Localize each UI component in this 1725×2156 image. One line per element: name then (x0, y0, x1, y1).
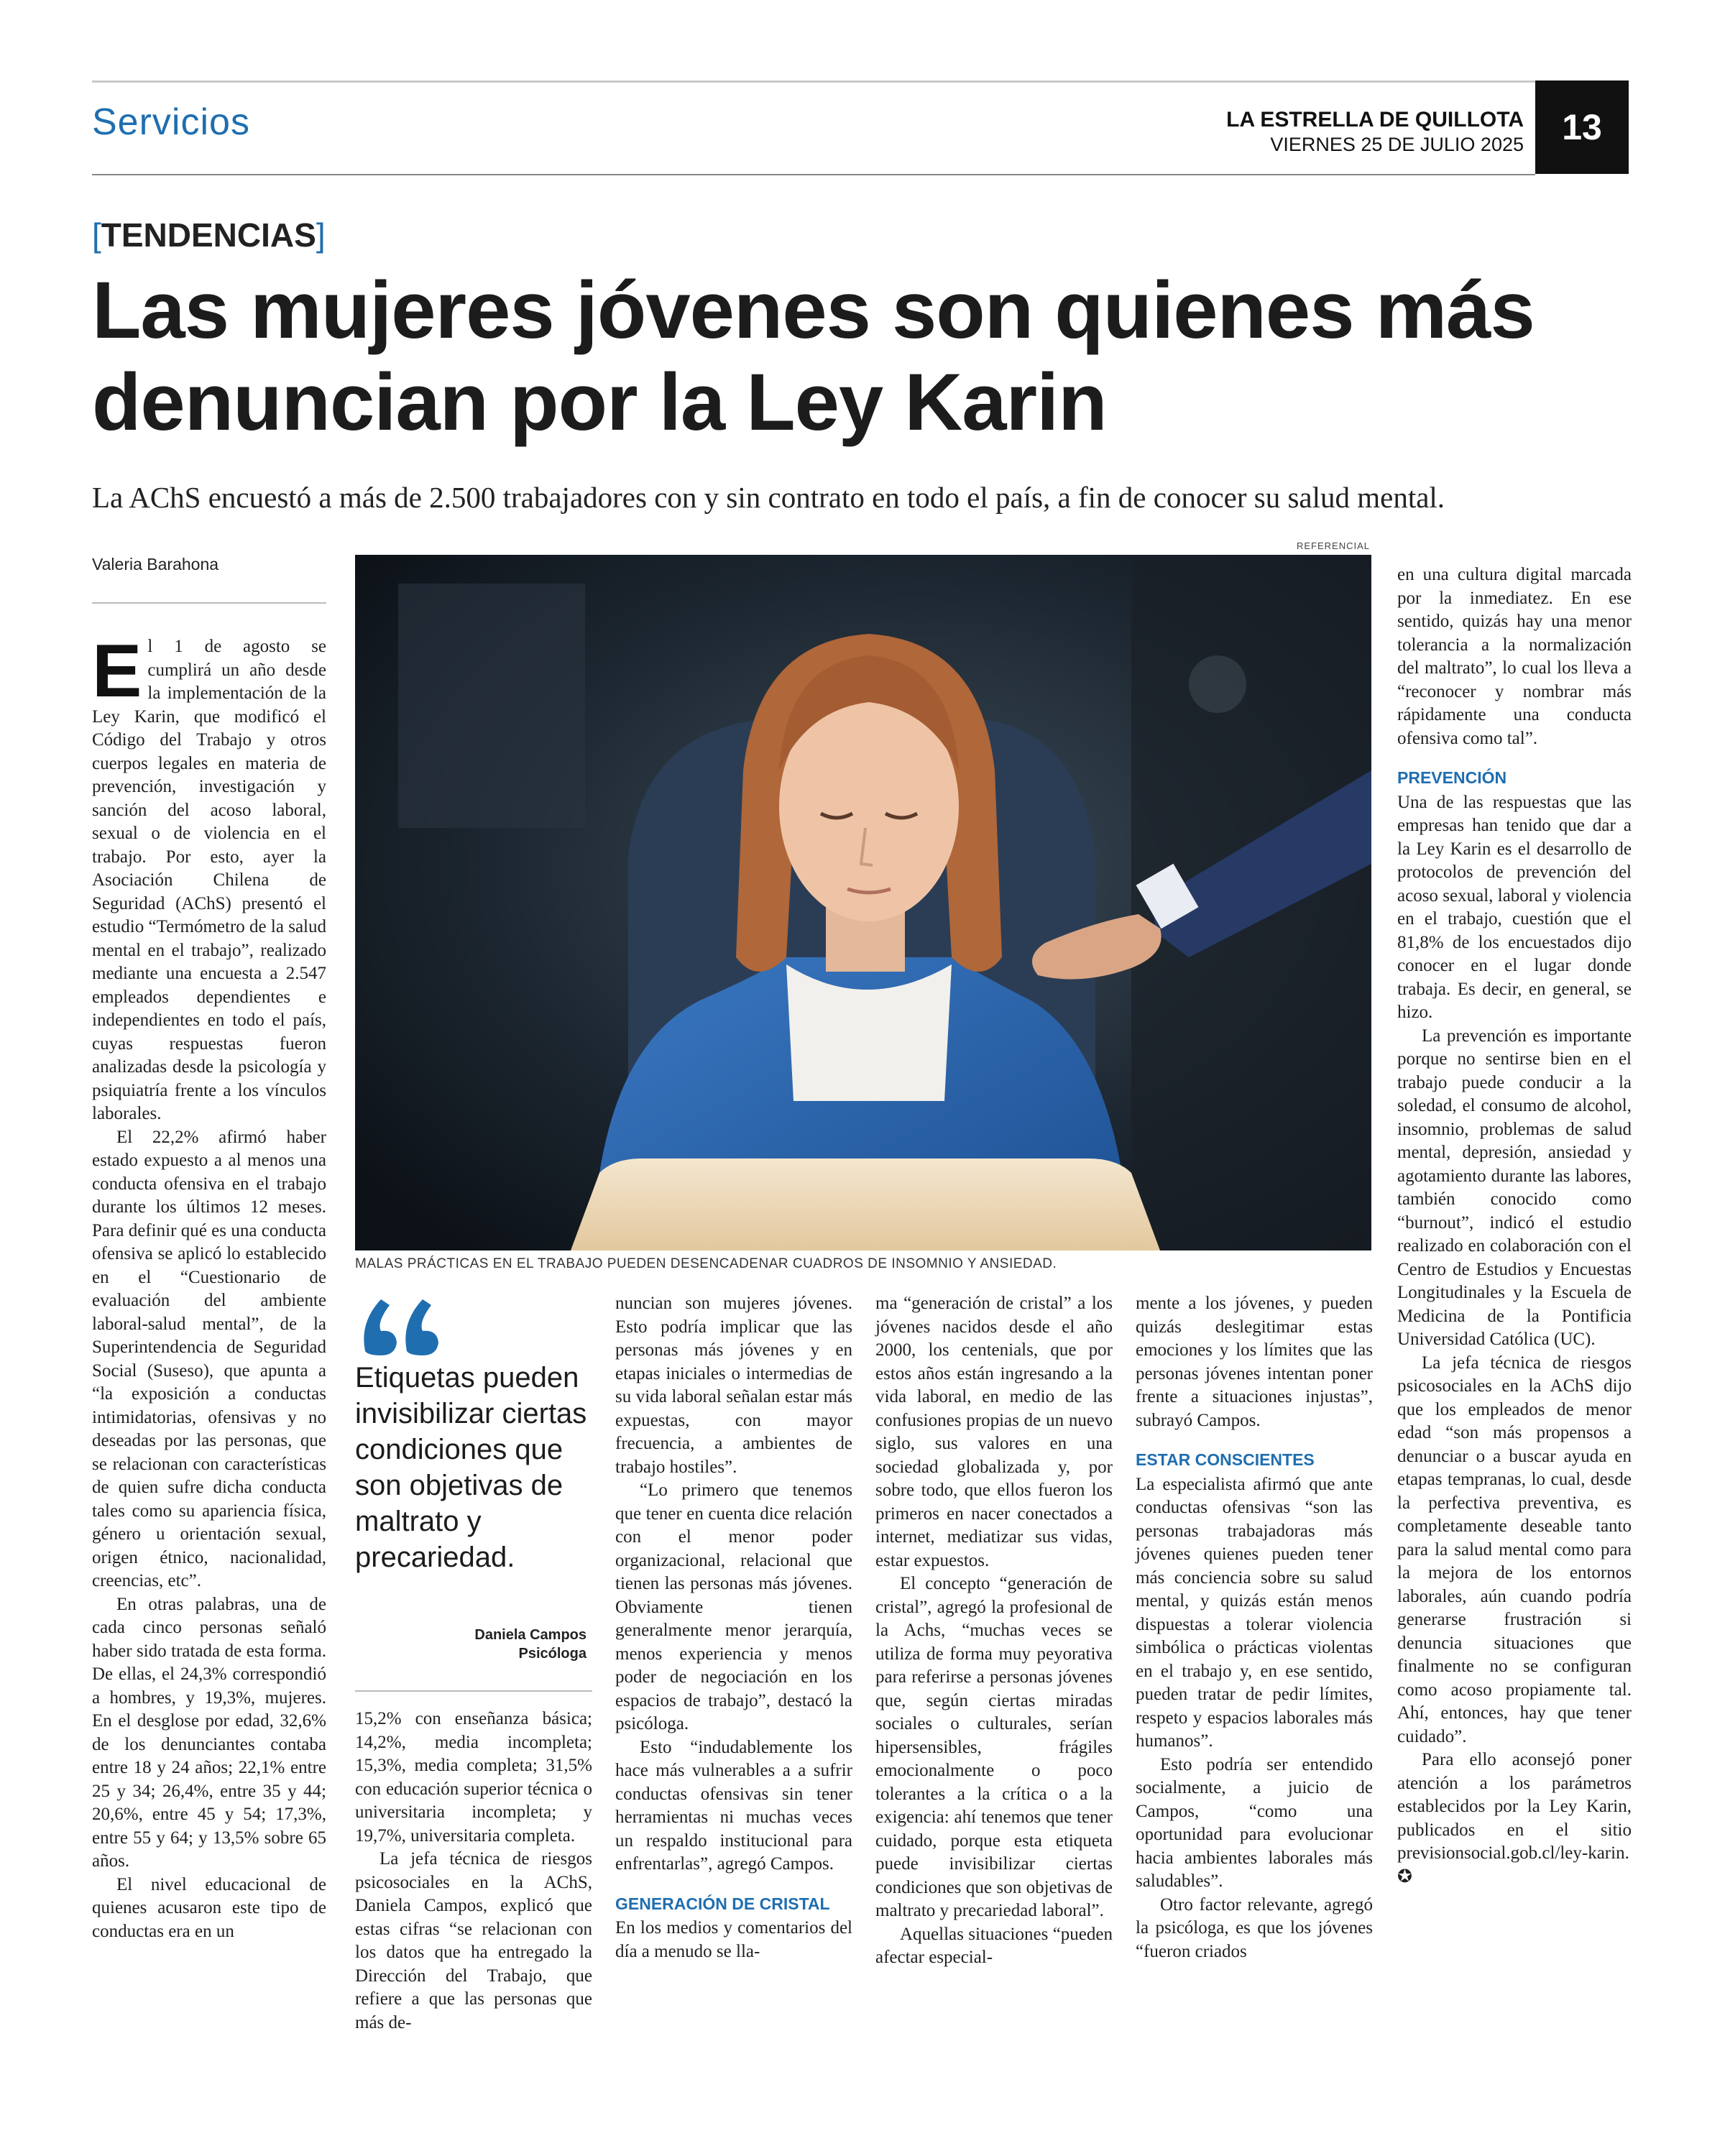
subhead-prevencion: PREVENCIÓN (1397, 768, 1507, 787)
paragraph: En los medios y comentarios del día a menudo se lla- (615, 1918, 852, 1961)
subhead-generacion: GENERACIÓN DE CRISTAL (615, 1894, 830, 1913)
article-column-4 (875, 1292, 1113, 1970)
paragraph: El nivel educacional de quienes acusaron este tipo de conductas era en un (92, 1874, 326, 1941)
paragraph: Esto podría ser entendido socialmente, a juicio de Campos, “como una oportunidad para evolucionar hacia ambientes laborales más saludables”. (1136, 1754, 1373, 1891)
article-photo (355, 555, 1371, 1250)
paragraph: “Lo primero que tenemos que tener en cuenta dice relación con el menor poder organizacional, relacional que tienen las personas más jóvenes. Obviamente tienen generalmente menor jerarquía, menos experiencia y menos poder de negociación en los espacios de trabajo”, destacó la psicóloga. (615, 1480, 852, 1733)
photo-credit: REFERENCIAL (1296, 540, 1370, 551)
article-column-3 (615, 1292, 852, 1963)
paragraph: nuncian son mujeres jóvenes. Esto podría implicar que las personas más jóvenes y en etapas iniciales o intermedias de su vida laboral señalan estar más expuestas, con mayor frecuencia, a ambientes de trabajo hostiles”. (615, 1294, 852, 1477)
section-label: Servicios (92, 101, 250, 143)
paragraph: Otro factor relevante, agregó la psicóloga, es que los jóvenes “fueron criados (1136, 1894, 1373, 1961)
photo-illustration (355, 555, 1371, 1250)
page-number: 13 (1535, 80, 1629, 174)
paragraph: La especialista afirmó que ante conductas ofensivas “son las personas trabajadoras más jóvenes quienes pueden tener más conciencia sobre su salud mental, y quizás están menos dispuestas a tolerar violencia simbólica o prácticas violentas en el trabajo y, en ese sentido, pueden tratar de pedir límites, respeto y espacios laborales más humanos”. (1136, 1474, 1373, 1751)
paragraph: Aquellas situaciones “pueden afectar especial- (875, 1924, 1113, 1967)
article-column-2 (355, 1708, 592, 2035)
paragraph: mente a los jóvenes, y pueden quizás deslegitimar estas emociones y los límites que las personas jóvenes intentan poner frente a situaciones injustas”, subrayó Campos. (1136, 1294, 1373, 1430)
masthead (1226, 108, 1524, 157)
subheadline: La AChS encuestó a más de 2.500 trabajadores con y sin contrato en todo el país, a fin de conocer su salud mental. (92, 481, 1445, 514)
subhead-estar-conscientes: ESTAR CONSCIENTES (1136, 1450, 1315, 1469)
paragraph: en una cultura digital marcada por la inmediatez. En ese sentido, quizás hay una menor tolerancia a la normalización del maltrato”, lo cual los lleva a “reconocer y nombrar más rápidamente una conducta ofensiva como tal”. (1397, 565, 1632, 748)
quote-rule (355, 1690, 592, 1692)
article-column-1 (92, 630, 326, 1943)
paragraph: 15,2% con enseñanza básica; 14,2%, media incompleta; 15,3%, media completa; 31,5% con educación superior técnica o universitaria incompleta; y 19,7%, universitaria completa. (355, 1709, 592, 1846)
paragraph: l 1 de agosto se cumplirá un año desde la implementación de la Ley Karin, que modificó el Código del Trabajo y otros cuerpos legales en materia de prevención, investigación y sanción del acoso laboral, sexual o de violencia en el trabajo. Por esto, ayer la Asociación Chilena de Seguridad (AChS) presentó el estudio “Termómetro de la salud mental en el trabajo”, realizado mediante una encuesta a 2.547 empleados dependientes e independientes en todo el país, cuyas respuestas fueron analizadas desde la psicología y psiquiatría frente a los vínculos laborales. (92, 637, 326, 1123)
headline: Las mujeres jóvenes son quienes más denuncian por la Ley Karin (92, 265, 1535, 447)
issue-date: VIERNES 25 DE JULIO 2025 (1270, 134, 1524, 155)
open-quote-icon (359, 1294, 446, 1359)
lead-paragraph (92, 630, 326, 1126)
paragraph: El concepto “generación de cristal”, agregó la profesional de la Achs, “muchas veces se utiliza de forma muy peyorativa para referirse a personas jóvenes que, según ciertas miradas sociales o culturales, serían hipersensibles, frágiles emocionalmente o poco tolerantes a la crítica o a la exigencia: ahí tenemos que tener cuidado, porque esta etiqueta puede invisibilizar ciertas condiciones que son objetivas de maltrato y precariedad laboral”. (875, 1574, 1113, 1920)
header-rule (92, 174, 1535, 175)
top-rule (92, 80, 1535, 83)
byline-rule (92, 602, 326, 604)
paragraph: La jefa técnica de riesgos psicosociales en la AChS, Daniela Campos, explicó que estas cifras “se relacionan con los datos que ha entregado la Dirección del Trabajo, que refiere a que las personas que más de- (355, 1849, 592, 2032)
newspaper-name: LA ESTRELLA DE QUILLOTA (1226, 108, 1524, 132)
drop-cap: E (92, 630, 142, 713)
paragraph: Una de las respuestas que las empresas han tenido que dar a la Ley Karin es el desarrollo de protocolos de prevención del acoso sexual, laboral y violencia en el trabajo, cuestión que el 81,8% de los encuestados dijo conocer en el lugar donde trabaja. Es decir, en general, se hizo. (1397, 792, 1632, 1022)
paragraph: ma “generación de cristal” a los jóvenes nacidos desde el año 2000, los centenials, que por estos años están ingresando a la vida laboral, en medio de las confusiones propias de un nuevo siglo, sus valores en una sociedad globalizada y, por sobre todo, que ellos fueron los primeros en nacer conectados a internet, mediatizar sus vidas, estar expuestos. (875, 1294, 1113, 1570)
article-column-5 (1136, 1292, 1373, 1963)
quote-author-name: Daniela Campos (474, 1627, 586, 1643)
paragraph: Para ello aconsejó poner atención a los parámetros establecidos por la Ley Karin, publicados en el sitio previsionsocial.gob.cl/ley-karin. ✪ (1397, 1750, 1632, 1886)
quote-author-role: Psicóloga (518, 1646, 586, 1662)
pull-quote-attribution (402, 1626, 586, 1663)
byline: Valeria Barahona (92, 555, 219, 573)
kicker: [TENDENCIAS] (92, 216, 326, 254)
paragraph: En otras palabras, una de cada cinco personas señaló haber sido tratada de esta forma. De ellas, el 24,3% correspondió a hombres, y 19,3%, mujeres. En el desglose por edad, 32,6% de los denunciantes contaba entre 18 y 24 años; 22,1% entre 25 y 34; 26,4%, entre 35 y 44; 20,6%, entre 45 y 54; 17,3%, entre 55 y 64; y 13,5% sobre 65 años. (92, 1594, 326, 1871)
article-column-6 (1397, 563, 1632, 1889)
paragraph: El 22,2% afirmó haber estado expuesto a al menos una conducta ofensiva en el trabajo durante los últimos 12 meses. Para definir qué es una conducta ofensiva se aplicó lo establecido en el “Cuestionario de evaluación del ambiente laboral-salud mental”, de la Superintendencia de Seguridad Social (Suseso), que apunta a “la exposición a conductas intimidatorias, ofensivas y no deseadas por las personas, que se relacionan con características de quien sufre dicha conducta tales como su apariencia física, género u orientación sexual, origen étnico, nacionalidad, creencias, etc”. (92, 1127, 326, 1590)
paragraph: La prevención es importante porque no sentirse bien en el trabajo puede conducir a la soledad, el consumo de alcohol, insomnio, problemas de salud mental, depresión, ansiedad y agotamiento durante las labores, también conocido como “burnout”, indicó el estudio realizado en colaboración con el Centro de Estudios y Encuestas Longitudinales y la Escuela de Medicina de la Pontificia Universidad Católica (UC). (1397, 1026, 1632, 1349)
kicker-text: TENDENCIAS (101, 216, 316, 254)
photo-caption: MALAS PRÁCTICAS EN EL TRABAJO PUEDEN DESENCADENAR CUADROS DE INSOMNIO Y ANSIEDAD. (355, 1256, 1057, 1271)
pull-quote: Etiquetas pueden invisibilizar ciertas condiciones que son objetivas de maltrato y precariedad. (355, 1362, 587, 1573)
paragraph: La jefa técnica de riesgos psicosociales en la AChS dijo que los empleados de menor edad “son más propensos a denunciar o a buscar ayuda en etapas tempranas, lo cual, desde la perfectiva preventiva, es completamente deseable tanto para la salud mental como para la mejora de los entornos laborales, aún cuando podría generarse frustración si denuncia situaciones que finalmente no se configuran como acoso propiamente tal. Ahí, entonces, hay que tener cuidado”. (1397, 1353, 1632, 1746)
paragraph: Esto “indudablemente los hace más vulnerables a a sufrir conductas ofensivas sin tener herramientas ni muchas veces un respaldo institucional para enfrentarlas”, agregó Campos. (615, 1737, 852, 1874)
